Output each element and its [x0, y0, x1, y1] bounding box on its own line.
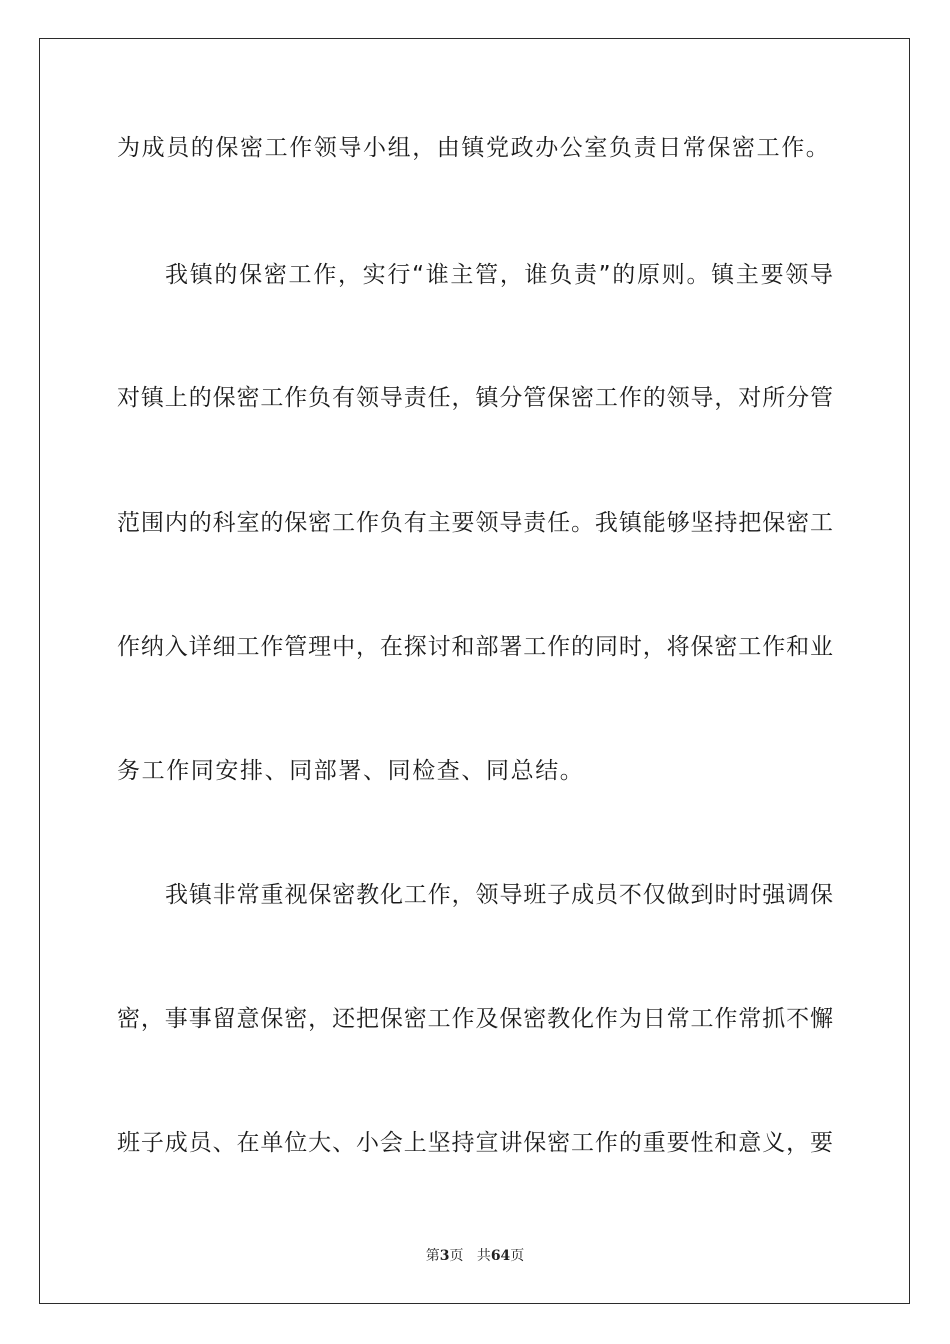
text-line-1: 为成员的保密工作领导小组，由镇党政办公室负责日常保密工作。	[117, 135, 831, 161]
text-line-5: 作纳入详细工作管理中，在探讨和部署工作的同时，将保密工作和业	[117, 634, 833, 660]
text-line-7: 我镇非常重视保密教化工作，领导班子成员不仅做到时时强调保	[165, 882, 833, 908]
text-line-8: 密，事事留意保密，还把保密工作及保密教化作为日常工作常抓不懈	[117, 1006, 833, 1032]
total-suffix: 页	[510, 1248, 525, 1264]
text-line-9: 班子成员、在单位大、小会上坚持宣讲保密工作的重要性和意义，要	[117, 1130, 833, 1156]
text-line-4: 范围内的科室的保密工作负有主要领导责任。我镇能够坚持把保密工	[117, 510, 833, 536]
text-line-6: 务工作同安排、同部署、同检查、同总结。	[117, 758, 585, 784]
total-pages: 64	[490, 1248, 511, 1264]
total-prefix: 共	[476, 1248, 491, 1264]
page-footer	[0, 1247, 950, 1265]
text-line-2: 我镇的保密工作，实行“谁主管，谁负责”的原则。镇主要领导	[165, 262, 833, 288]
page-prefix: 第	[425, 1248, 440, 1264]
page-suffix: 页	[449, 1248, 464, 1264]
page-border	[39, 38, 910, 1304]
text-line-3: 对镇上的保密工作负有领导责任，镇分管保密工作的领导，对所分管	[117, 385, 833, 411]
page-number: 3	[439, 1248, 450, 1264]
